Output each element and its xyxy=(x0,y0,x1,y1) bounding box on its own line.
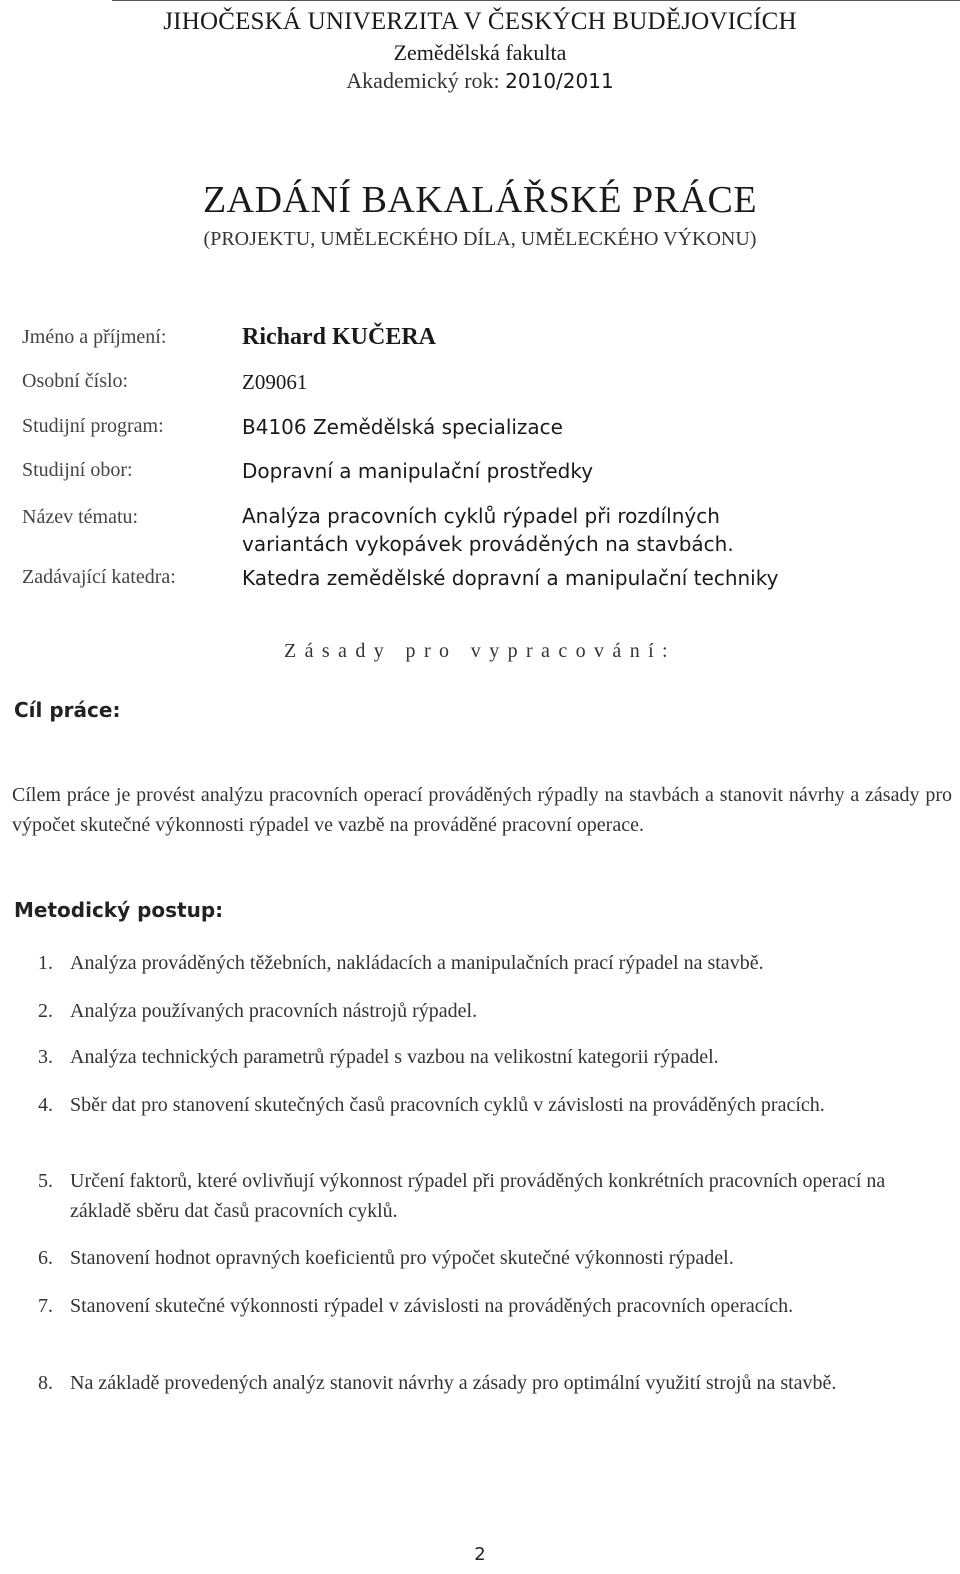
method-item-number: 2. xyxy=(38,1000,53,1022)
method-item-1 xyxy=(38,948,944,978)
personal-id-label: Osobní číslo: xyxy=(22,370,129,392)
page-number: 2 xyxy=(474,1544,486,1565)
name-value: Richard KUČERA xyxy=(242,324,437,350)
goal-heading: Cíl práce: xyxy=(14,698,121,722)
goal-text: Cílem práce je provést analýzu pracovních operací prováděných rýpadly na stavbách a stanovit návrhy a zásady pro výpočet skutečné výkonnosti rýpadel ve vazbě na prováděné pracovní operace. xyxy=(12,784,952,836)
faculty-name: Zemědělská fakulta xyxy=(393,40,567,65)
field-value: Dopravní a manipulační prostředky xyxy=(242,459,594,483)
academic-year xyxy=(0,68,960,94)
method-item-4 xyxy=(38,1090,944,1120)
top-rule xyxy=(112,0,960,1)
method-item-text: Stanovení hodnot opravných koeficientů pro výpočet skutečné výkonnosti rýpadel. xyxy=(70,1247,734,1269)
method-item-number: 1. xyxy=(38,952,53,974)
program-value: B4106 Zemědělská specializace xyxy=(242,415,563,439)
method-item-8 xyxy=(38,1368,944,1398)
department-value: Katedra zemědělské dopravní a manipulační techniky xyxy=(242,566,779,590)
method-item-text: Určení faktorů, které ovlivňují výkonnost rýpadel při prováděných konkrétních pracovních operací na základě sběru dat časů pracovních cyklů. xyxy=(70,1170,886,1222)
method-item-text: Stanovení skutečné výkonnosti rýpadel v závislosti na prováděných pracovních operacích. xyxy=(70,1295,794,1317)
method-item-2 xyxy=(38,996,944,1026)
method-item-number: 4. xyxy=(38,1094,53,1116)
method-item-number: 6. xyxy=(38,1247,53,1269)
document-title: ZADÁNÍ BAKALÁŘSKÉ PRÁCE xyxy=(202,179,758,221)
university-name: JIHOČESKÁ UNIVERZITA V ČESKÝCH BUDĚJOVICÍCH xyxy=(163,8,797,35)
document-subtitle: (PROJEKTU, UMĚLECKÉHO DÍLA, UMĚLECKÉHO VÝKONU) xyxy=(203,228,757,250)
program-label: Studijní program: xyxy=(22,415,164,437)
method-item-text: Analýza používaných pracovních nástrojů rýpadel. xyxy=(70,1000,478,1022)
method-item-text: Analýza technických parametrů rýpadel s vazbou na velikostní kategorii rýpadel. xyxy=(70,1046,719,1068)
academic-year-label: Akademický rok: xyxy=(346,68,500,93)
field-label: Studijní obor: xyxy=(22,459,133,481)
method-item-3 xyxy=(38,1042,944,1072)
guidelines-heading: Zásady pro vypracování: xyxy=(283,640,677,662)
academic-year-value: 2010/2011 xyxy=(505,69,614,93)
method-item-number: 5. xyxy=(38,1170,53,1192)
topic-label: Název tématu: xyxy=(22,506,139,528)
topic-value-line2: variantách vykopávek prováděných na stavbách. xyxy=(242,532,734,556)
method-item-5 xyxy=(38,1166,944,1226)
method-item-text: Na základě provedených analýz stanovit návrhy a zásady pro optimální využití strojů na stavbě. xyxy=(70,1372,837,1394)
method-item-number: 8. xyxy=(38,1372,53,1394)
method-item-text: Analýza prováděných těžebních, nakládacích a manipulačních prací rýpadel na stavbě. xyxy=(70,952,764,974)
topic-value-line1: Analýza pracovních cyklů rýpadel při rozdílných xyxy=(242,504,720,528)
method-item-number: 3. xyxy=(38,1046,53,1068)
method-heading: Metodický postup: xyxy=(14,898,224,922)
method-item-number: 7. xyxy=(38,1295,53,1317)
name-label: Jméno a příjmení: xyxy=(22,326,167,348)
method-item-6 xyxy=(38,1243,944,1273)
personal-id-value: Z09061 xyxy=(242,370,308,394)
department-label: Zadávající katedra: xyxy=(22,566,176,588)
method-item-text: Sběr dat pro stanovení skutečných časů pracovních cyklů v závislosti na prováděných pracích. xyxy=(70,1094,825,1116)
method-item-7 xyxy=(38,1291,944,1321)
